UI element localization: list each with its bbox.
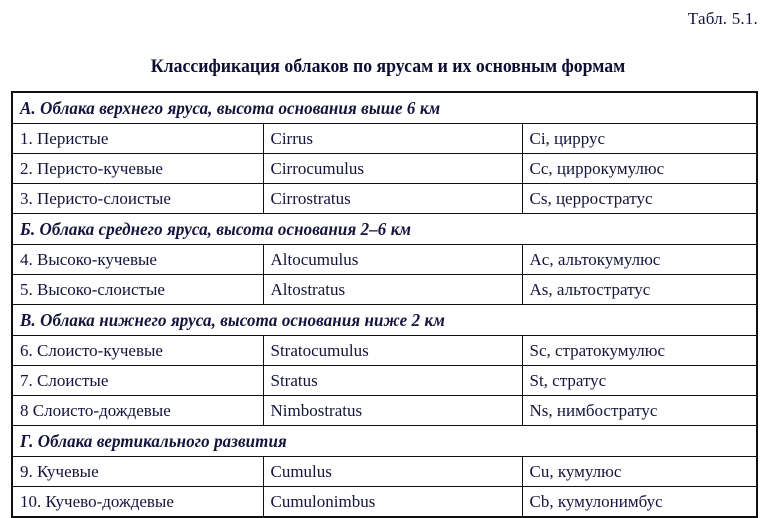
cloud-name-latin-cell: Cumulonimbus <box>263 487 522 518</box>
section-header-cell <box>12 214 757 245</box>
section-header-cell <box>12 305 757 336</box>
table-row <box>12 366 757 396</box>
cloud-name-ru-cell: 2. Перисто-кучевые <box>12 154 263 184</box>
table-section-header-row <box>12 214 757 245</box>
cloud-name-latin-cell: Stratocumulus <box>263 336 522 366</box>
table-body <box>12 92 757 517</box>
cloud-abbreviation-cell: Ci, циррус <box>522 124 757 154</box>
cloud-name-ru-cell: 8 Слоисто-дождевые <box>12 396 263 426</box>
cloud-abbreviation-cell: Cb, кумулонимбус <box>522 487 757 518</box>
cloud-abbreviation-cell: Sc, стратокумулюс <box>522 336 757 366</box>
section-header-label: А. Облака верхнего яруса, высота основания выше 6 км <box>20 97 441 118</box>
section-header-cell <box>12 92 757 124</box>
section-header-label: Г. Облака вертикального развития <box>20 430 287 451</box>
section-header-cell <box>12 426 757 457</box>
cloud-name-latin-cell: Cirrus <box>263 124 522 154</box>
cloud-classification-table <box>11 91 758 518</box>
table-row <box>12 396 757 426</box>
table-row <box>12 184 757 214</box>
cloud-name-latin-cell: Cirrocumulus <box>263 154 522 184</box>
cloud-name-ru-cell: 4. Высоко-кучевые <box>12 245 263 275</box>
cloud-abbreviation-cell: As, альтостратус <box>522 275 757 305</box>
table-section-header-row <box>12 92 757 124</box>
table-number-caption: Табл. 5.1. <box>687 9 758 28</box>
table-section-header-row <box>12 426 757 457</box>
cloud-name-ru-cell: 5. Высоко-слоистые <box>12 275 263 305</box>
cloud-abbreviation-cell: St, стратус <box>522 366 757 396</box>
table-row <box>12 336 757 366</box>
cloud-name-ru-cell: 10. Кучево-дождевые <box>12 487 263 518</box>
table-row <box>12 124 757 154</box>
cloud-abbreviation-cell: Cs, церростратус <box>522 184 757 214</box>
cloud-name-latin-cell: Altocumulus <box>263 245 522 275</box>
cloud-name-ru-cell: 7. Слоистые <box>12 366 263 396</box>
cloud-name-latin-cell: Cumulus <box>263 457 522 487</box>
cloud-name-ru-cell: 6. Слоисто-кучевые <box>12 336 263 366</box>
cloud-name-ru-cell: 9. Кучевые <box>12 457 263 487</box>
cloud-abbreviation-cell: Ac, альтокумулюс <box>522 245 757 275</box>
cloud-name-ru-cell: 3. Перисто-слоистые <box>12 184 263 214</box>
cloud-abbreviation-cell: Cu, кумулюс <box>522 457 757 487</box>
table-row <box>12 457 757 487</box>
table-row <box>12 275 757 305</box>
section-header-label: Б. Облака среднего яруса, высота основания 2–6 км <box>20 218 412 239</box>
table-section-header-row <box>12 305 757 336</box>
table-row <box>12 245 757 275</box>
section-header-label: В. Облака нижнего яруса, высота основания ниже 2 км <box>20 309 445 330</box>
table-row <box>12 154 757 184</box>
cloud-name-latin-cell: Cirrostratus <box>263 184 522 214</box>
cloud-abbreviation-cell: Cc, циррокумулюс <box>522 154 757 184</box>
table-row <box>12 487 757 518</box>
cloud-name-latin-cell: Nimbostratus <box>263 396 522 426</box>
cloud-name-ru-cell: 1. Перистые <box>12 124 263 154</box>
cloud-name-latin-cell: Stratus <box>263 366 522 396</box>
page-title: Классификация облаков по ярусам и их основным формам <box>150 57 626 77</box>
cloud-name-latin-cell: Altostratus <box>263 275 522 305</box>
cloud-abbreviation-cell: Ns, нимбостратус <box>522 396 757 426</box>
